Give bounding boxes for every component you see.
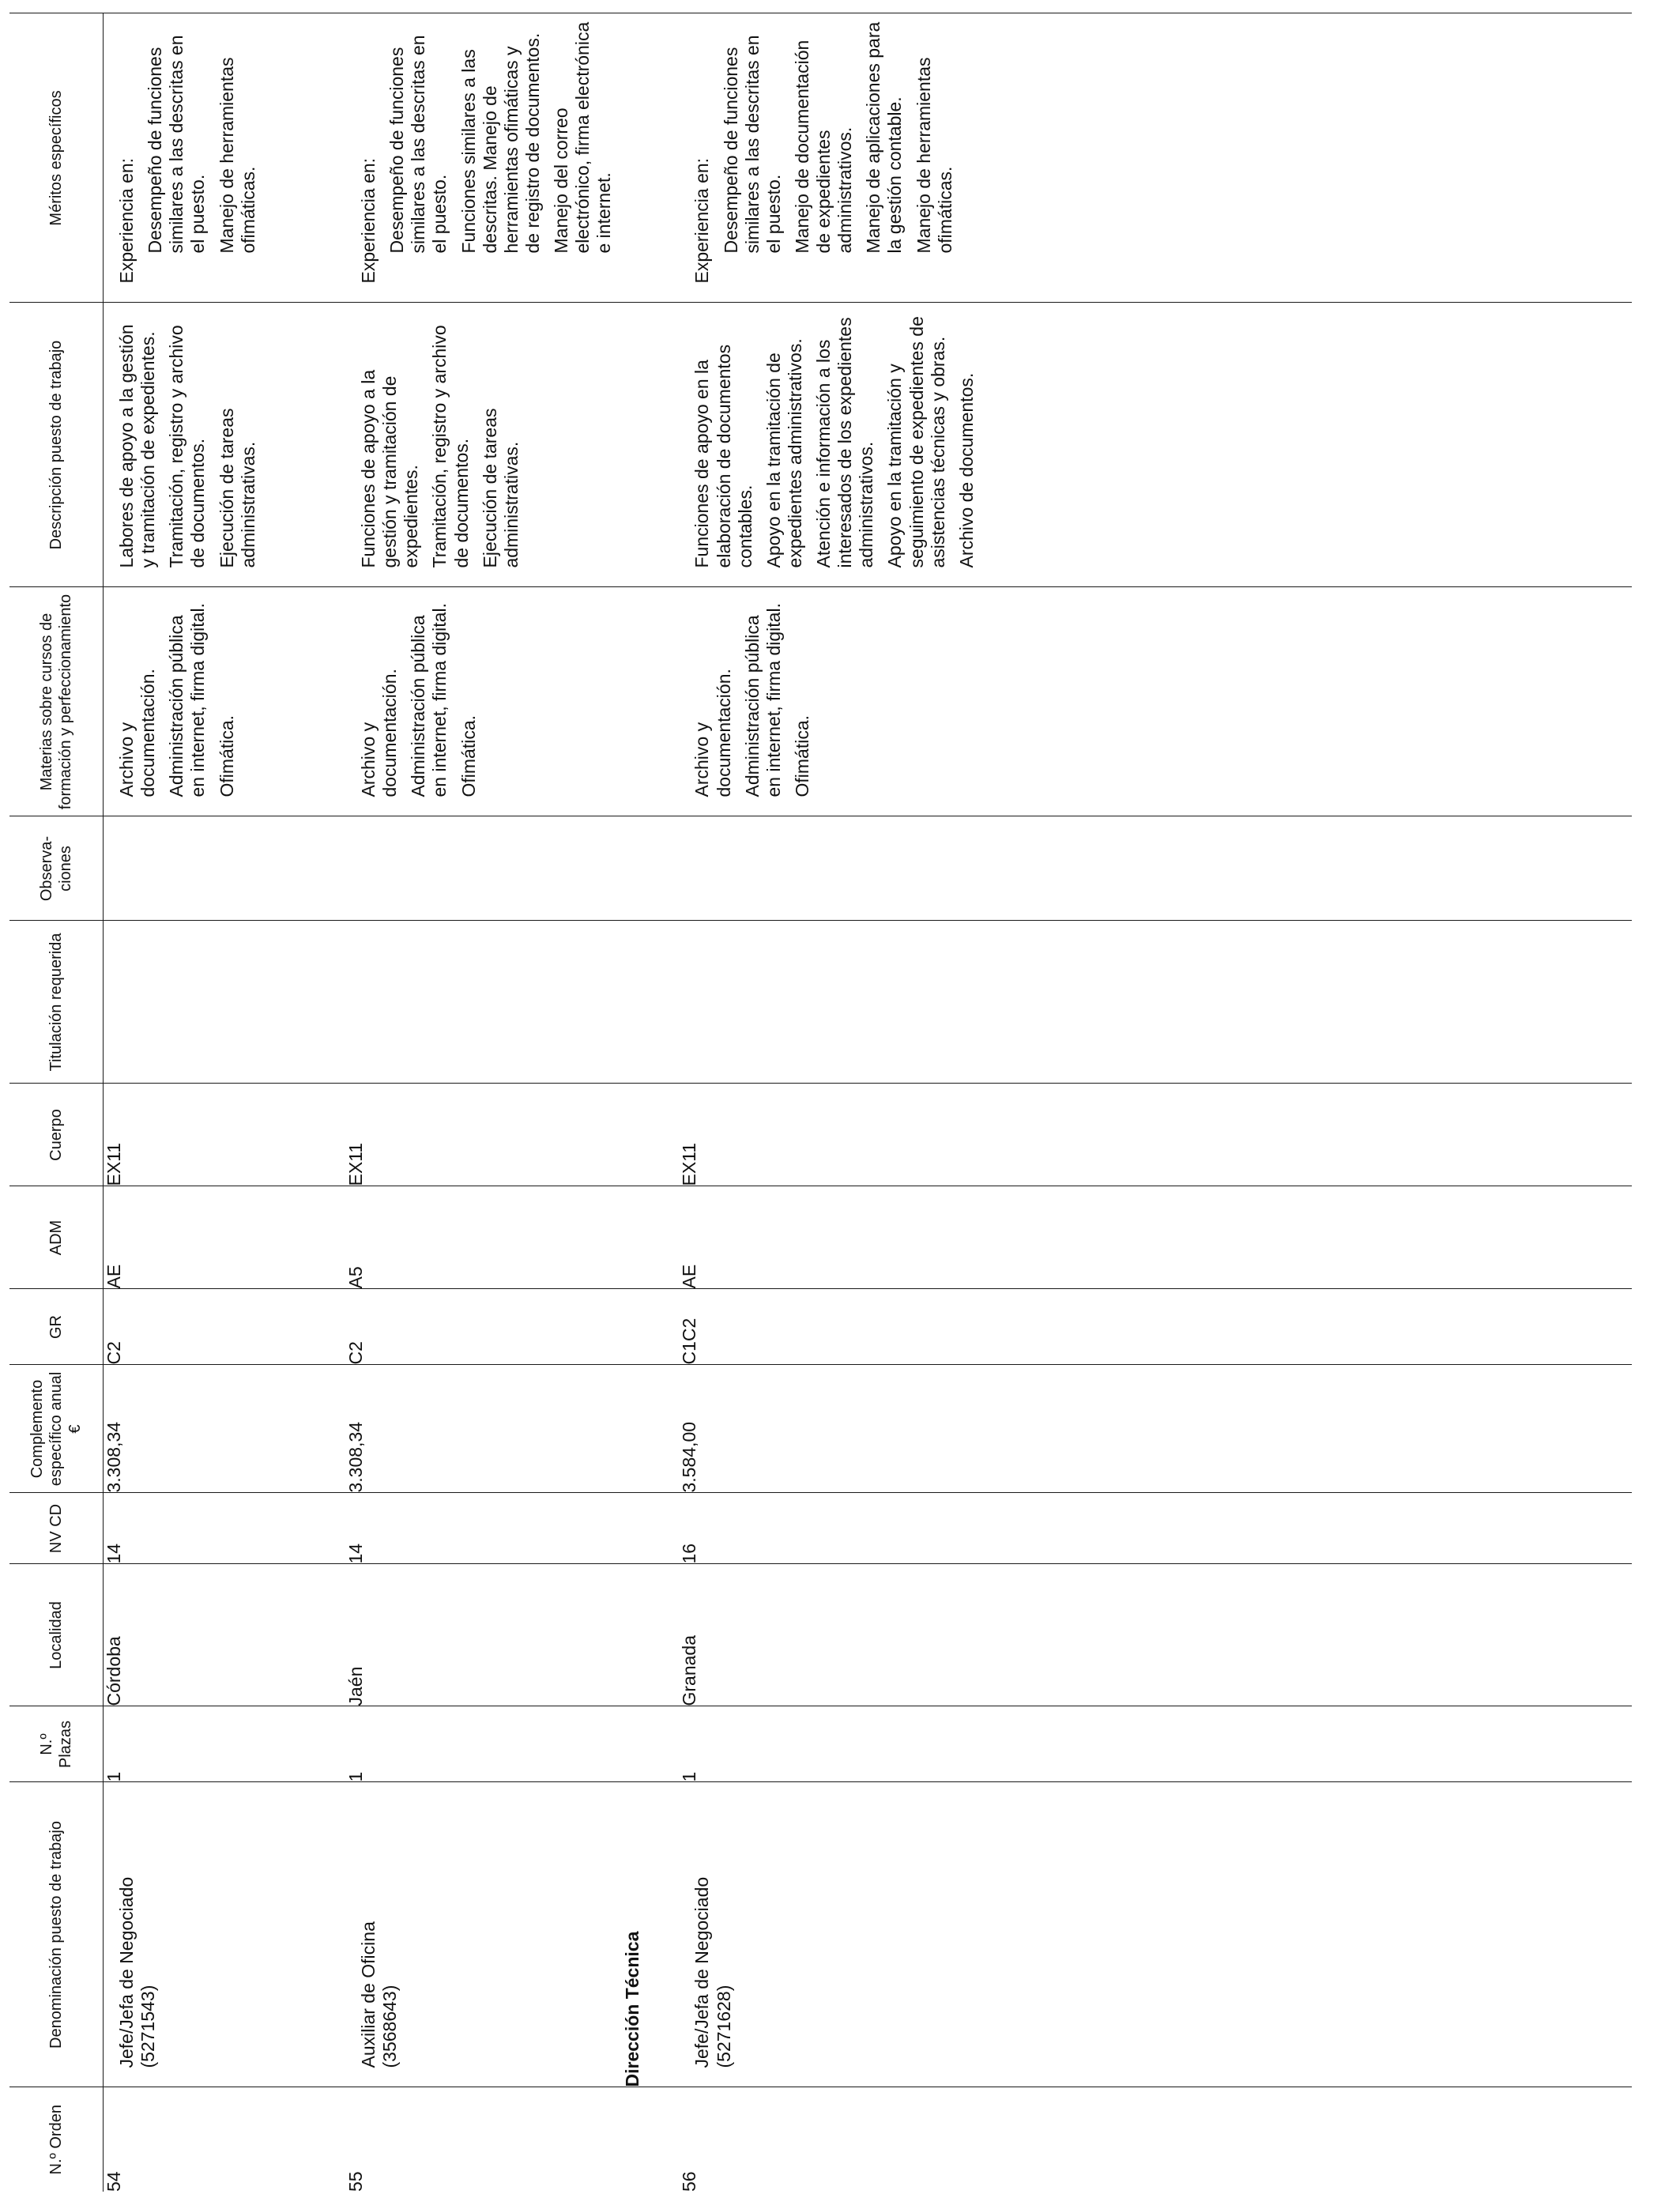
list-item: Desempeño de funciones similares a las descritas en el puesto. <box>386 35 450 254</box>
header-row <box>9 13 104 2192</box>
descripcion-cell <box>345 303 622 587</box>
list-item: Labores de apoyo a la gestión y tramitación de expedientes. <box>116 324 159 568</box>
header-complemento: Complemento específico anual € <box>9 1365 104 1493</box>
list-item: Administración pública en internet, firma digital. <box>741 603 784 797</box>
header-localidad: Localidad <box>9 1564 104 1706</box>
list-item: Desempeño de funciones similares a las descritas en el puesto. <box>145 35 209 254</box>
header-denominacion: Denominación puesto de trabajo <box>9 1782 104 2087</box>
descripcion-list <box>358 311 522 568</box>
materias-cell <box>104 587 346 816</box>
meritos-cell <box>679 13 1632 303</box>
meritos-list <box>386 22 450 284</box>
meritos-list <box>721 22 956 284</box>
meritos-list <box>145 22 259 284</box>
descripcion-list <box>116 311 259 568</box>
nvcd-cell: 16 <box>679 1493 1632 1564</box>
list-item: Tramitación, registro y archivo de documentos. <box>429 325 472 568</box>
list-item: Archivo de documentos. <box>955 372 977 568</box>
meritos-extra-list <box>458 22 616 284</box>
meritos-intro: Experiencia en: <box>116 157 137 284</box>
list-item: Apoyo en la tramitación de expedientes administrativos. <box>763 338 805 568</box>
complemento-cell: 3.308,34 <box>104 1365 346 1493</box>
gr-cell: C1C2 <box>679 1289 1632 1365</box>
list-item: Ejecución de tareas administrativas. <box>479 408 522 568</box>
materias-list <box>691 596 813 797</box>
list-item: Administración pública en internet, firma digital. <box>408 603 450 797</box>
meritos-intro: Experiencia en: <box>358 157 379 284</box>
list-item: Manejo de documentación de expedientes administrativos. <box>791 40 856 254</box>
gr-cell: C2 <box>345 1289 622 1365</box>
adm-cell: AE <box>104 1186 346 1289</box>
materias-cell <box>679 587 1632 816</box>
codigo-text: (5271543) <box>137 1985 159 2068</box>
nvcd-cell: 14 <box>104 1493 346 1564</box>
plazas-cell: 1 <box>104 1706 346 1782</box>
header-nvcd: NV CD <box>9 1493 104 1564</box>
meritos-cell <box>104 13 346 303</box>
meritos-cell <box>345 13 622 303</box>
list-item: Ejecución de tareas administrativas. <box>216 408 258 568</box>
denominacion-text: Jefe/Jefa de Negociado <box>116 1876 137 2068</box>
localidad-cell: Granada <box>679 1564 1632 1706</box>
header-observaciones: Observa- ciones <box>9 816 104 921</box>
list-item: Ofimática. <box>458 714 479 797</box>
materias-list <box>358 596 480 797</box>
plazas-cell: 1 <box>345 1706 622 1782</box>
section-title: Dirección Técnica <box>622 1782 679 2087</box>
list-item: Manejo del correo electrónico, firma electrónica e internet. <box>551 21 615 254</box>
header-materias: Materias sobre cursos de formación y perfeccionamiento <box>9 587 104 816</box>
nvcd-cell: 14 <box>345 1493 622 1564</box>
titulacion-cell <box>345 921 622 1084</box>
header-cuerpo: Cuerpo <box>9 1084 104 1186</box>
denominacion-text: Jefe/Jefa de Negociado <box>691 1876 713 2068</box>
denominacion-cell <box>345 1782 622 2087</box>
codigo-text: (5271628) <box>713 1985 734 2068</box>
list-item: Funciones de apoyo en la elaboración de documentos contables. <box>691 344 755 568</box>
list-item: Archivo y documentación. <box>116 669 159 797</box>
complemento-cell: 3.308,34 <box>345 1365 622 1493</box>
orden-cell: 55 <box>345 2087 622 2192</box>
denominacion-text: Auxiliar de Oficina <box>358 1921 379 2068</box>
header-titulacion: Titulación requerida <box>9 921 104 1084</box>
observaciones-cell <box>104 816 346 921</box>
table-row <box>104 13 346 2192</box>
descripcion-list <box>691 311 977 568</box>
list-item: Administración pública en internet, firma digital. <box>166 603 209 797</box>
list-item: Desempeño de funciones similares a las descritas en el puesto. <box>720 35 784 254</box>
localidad-cell: Córdoba <box>104 1564 346 1706</box>
adm-cell: A5 <box>345 1186 622 1289</box>
denominacion-cell <box>679 1782 1632 2087</box>
observaciones-cell <box>679 816 1632 921</box>
descripcion-cell <box>679 303 1632 587</box>
list-item: Ofimática. <box>216 714 237 797</box>
list-item: Manejo de herramientas ofimáticas. <box>913 57 955 254</box>
cuerpo-cell: EX11 <box>679 1084 1632 1186</box>
header-meritos: Méritos específicos <box>9 13 104 303</box>
codigo-text: (3568643) <box>379 1985 401 2068</box>
list-item: Atención e información a los interesados de los expedientes administrativos. <box>813 317 877 568</box>
list-item: Archivo y documentación. <box>691 669 734 797</box>
descripcion-cell <box>104 303 346 587</box>
complemento-cell: 3.584,00 <box>679 1365 1632 1493</box>
adm-cell: AE <box>679 1186 1632 1289</box>
header-descripcion: Descripción puesto de trabajo <box>9 303 104 587</box>
orden-cell: 54 <box>104 2087 346 2192</box>
meritos-intro: Experiencia en: <box>691 157 713 284</box>
gr-cell: C2 <box>104 1289 346 1365</box>
section-row <box>622 13 679 2192</box>
list-item: Manejo de herramientas ofimáticas. <box>216 57 258 254</box>
materias-list <box>116 596 238 797</box>
localidad-cell: Jaén <box>345 1564 622 1706</box>
table-row <box>679 13 1632 2192</box>
list-item: Funciones de apoyo a la gestión y tramitación de expedientes. <box>358 369 422 568</box>
job-positions-table <box>9 13 1632 2192</box>
header-plazas: N.º Plazas <box>9 1706 104 1782</box>
list-item: Tramitación, registro y archivo de documentos. <box>166 325 209 568</box>
titulacion-cell <box>679 921 1632 1084</box>
denominacion-cell <box>104 1782 346 2087</box>
list-item: Ofimática. <box>791 714 812 797</box>
list-item: Apoyo en la tramitación y seguimiento de expedientes de asistencias técnicas y obras. <box>884 316 948 568</box>
titulacion-cell <box>104 921 346 1084</box>
header-adm: ADM <box>9 1186 104 1289</box>
header-orden: N.º Orden <box>9 2087 104 2192</box>
observaciones-cell <box>345 816 622 921</box>
cuerpo-cell: EX11 <box>104 1084 346 1186</box>
cuerpo-cell: EX11 <box>345 1084 622 1186</box>
plazas-cell: 1 <box>679 1706 1632 1782</box>
orden-cell: 56 <box>679 2087 1632 2192</box>
list-item: Funciones similares a las descritas. Manejo de herramientas ofimáticas y de registro de documentos. <box>458 32 543 254</box>
materias-cell <box>345 587 622 816</box>
header-gr: GR <box>9 1289 104 1365</box>
table-row <box>345 13 622 2192</box>
list-item: Archivo y documentación. <box>358 669 401 797</box>
list-item: Manejo de aplicaciones para la gestión contable. <box>863 21 906 254</box>
